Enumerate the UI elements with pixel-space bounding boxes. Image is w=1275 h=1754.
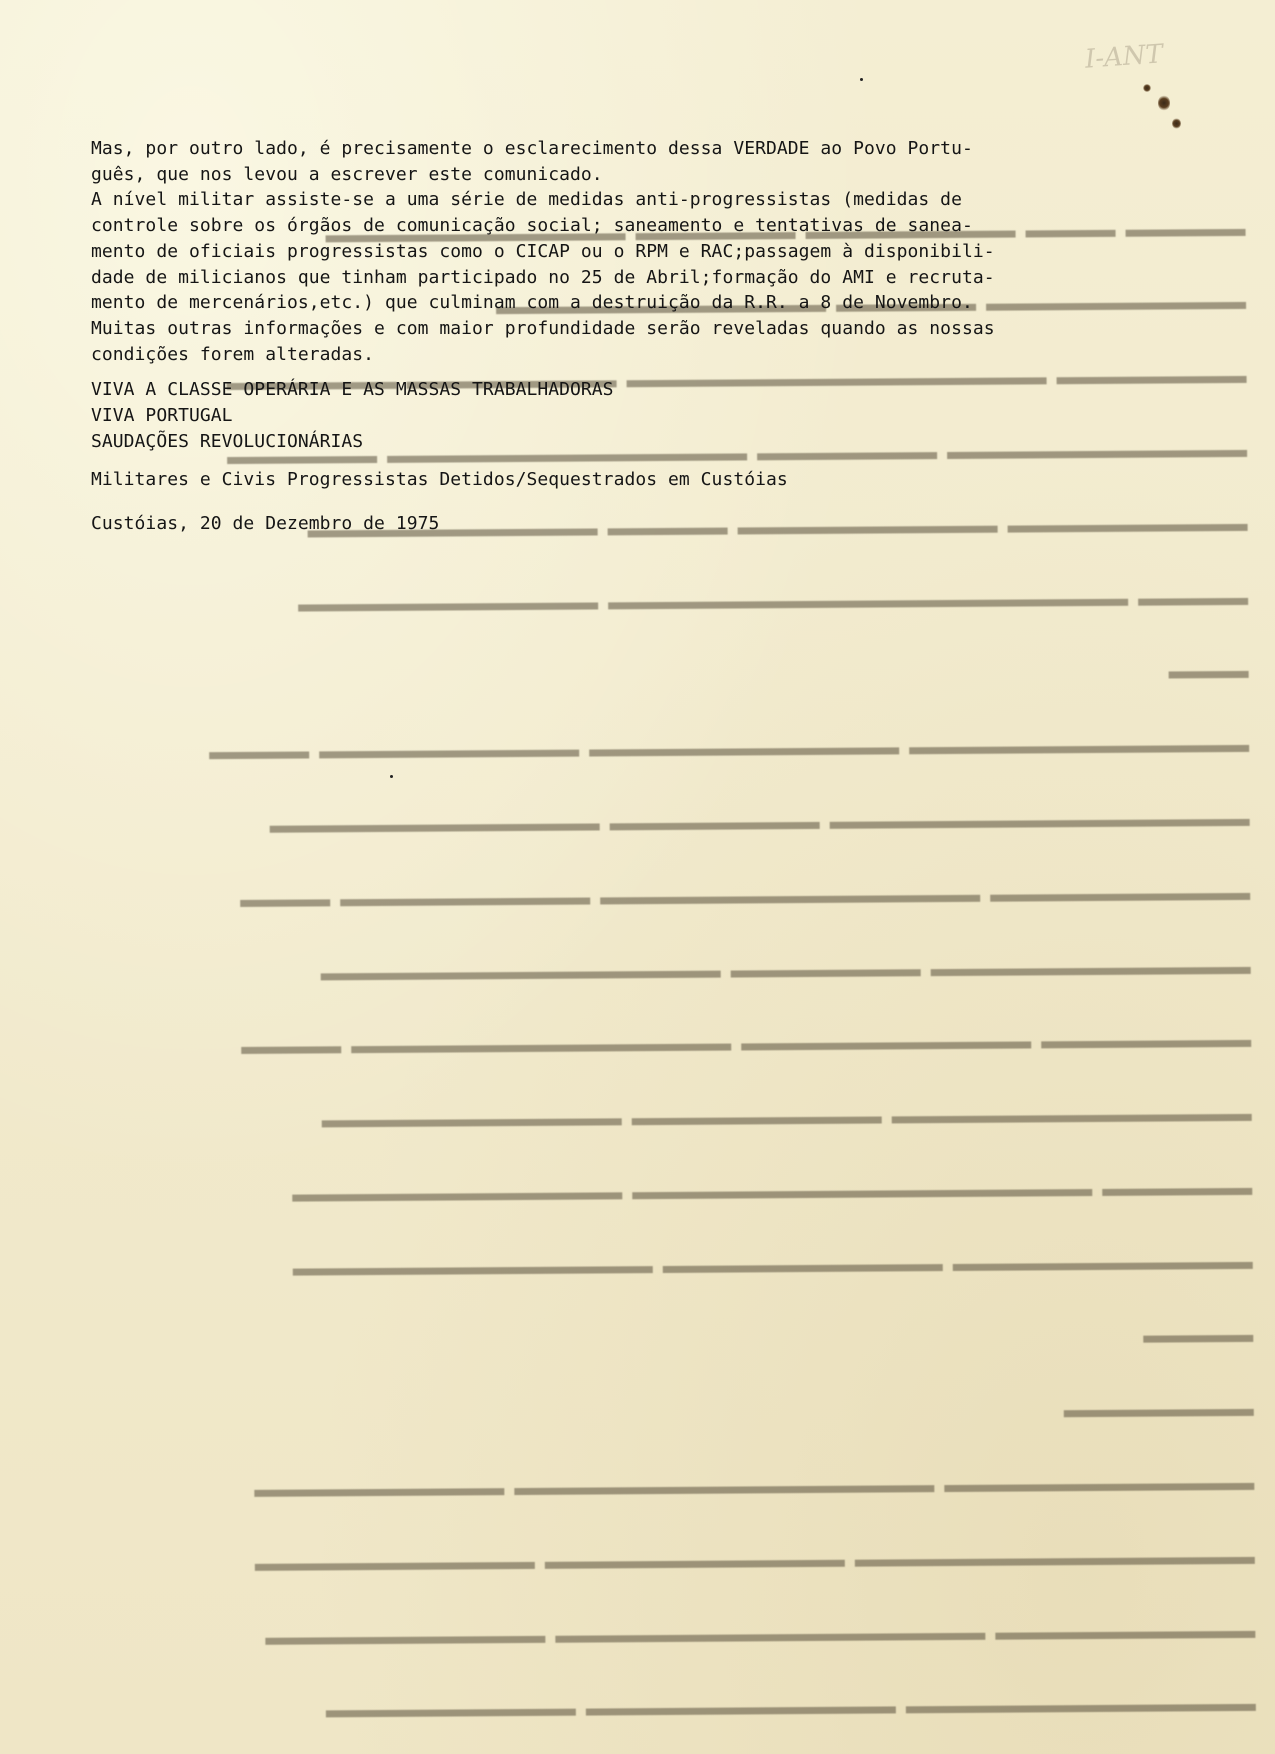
text-line: A nível militar assiste-se a uma série de medidas anti-progressistas (medidas de [91, 189, 962, 211]
body-paragraph [91, 136, 1151, 367]
text-line: mento de oficiais progressistas como o CICAP ou o RPM e RAC;passagem à disponibili- [91, 240, 995, 262]
handwritten-page-note: I-ANT [1084, 39, 1164, 75]
signature: Militares e Civis Progressistas Detidos/Sequestrados em Custóias [91, 469, 788, 491]
speck [390, 775, 393, 778]
document-text [91, 136, 1151, 537]
slogan-line: VIVA A CLASSE OPERÁRIA E AS MASSAS TRABALHADORAS [91, 379, 614, 401]
dateline: Custóias, 20 de Dezembro de 1975 [91, 513, 440, 535]
ink-stain [1172, 118, 1181, 129]
text-line: dade de milicianos que tinham participado no 25 de Abril;formação do AMI e recruta- [91, 266, 995, 288]
text-line: mento de mercenários,etc.) que culminam com a destruição da R.R. a 8 de Novembro. [91, 292, 973, 314]
ink-stain [1158, 95, 1170, 111]
text-line: Muitas outras informações e com maior profundidade serão reveladas quando as nossas [91, 317, 995, 339]
text-line: guês, que nos levou a escrever este comunicado. [91, 163, 603, 185]
ink-stain [1143, 84, 1151, 92]
speck [860, 78, 863, 81]
slogans [91, 377, 1151, 455]
slogan-line: VIVA PORTUGAL [91, 405, 233, 427]
text-line: Mas, por outro lado, é precisamente o esclarecimento dessa VERDADE ao Povo Portu- [91, 138, 973, 159]
text-line: condições forem alteradas. [91, 343, 375, 365]
text-line: controle sobre os órgãos de comunicação social; saneamento e tentativas de sanea- [91, 215, 973, 237]
slogan-line: SAUDAÇÕES REVOLUCIONÁRIAS [91, 431, 364, 453]
